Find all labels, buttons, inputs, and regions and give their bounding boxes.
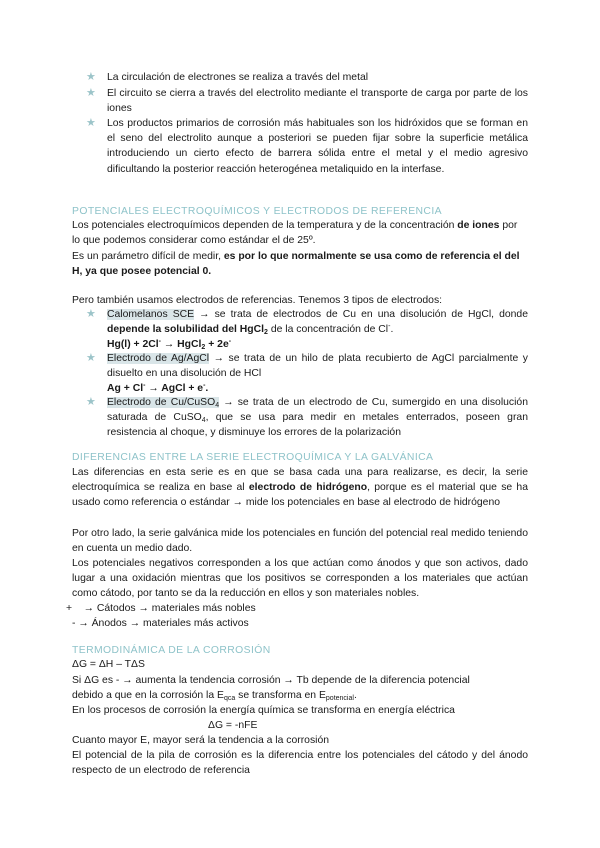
- paragraph: Pero también usamos electrodos de referencias. Tenemos 3 tipos de electrodos:: [72, 295, 443, 306]
- text: Electrodo de Cu/CuSO: [107, 397, 216, 408]
- subscript: potencial: [325, 695, 354, 702]
- text: → se trata de electrodos de Cu en una disolución de HgCl, donde: [194, 309, 528, 320]
- bullet-item: [86, 86, 528, 116]
- star-icon: ★: [86, 117, 96, 129]
- text: Es un parámetro difícil de medir,: [72, 251, 224, 262]
- paragraph: Por otro lado, la serie galvánica mide los potenciales en función del potencial real medido teniendo en cuenta un medio dado.: [72, 528, 528, 555]
- text: .: [205, 383, 209, 395]
- bold-text: de iones: [457, 220, 500, 231]
- text: → AgCl + e: [145, 383, 204, 395]
- section-heading: DIFERENCIAS ENTRE LA SERIE ELECTROQUÍMICA Y LA GALVÁNICA: [72, 452, 434, 463]
- star-icon: ★: [86, 308, 96, 320]
- paragraph: Los potenciales negativos corresponden a los que actúan como ánodos y que son activos, dado lugar a una oxidación mientras que los positivos se corresponden a los materiales que actúan como cátodo, por tanto se da la reducción en ellos y son materiales nobles.: [72, 558, 528, 600]
- text: .: [390, 324, 394, 336]
- bullet-item-ag: [86, 351, 528, 397]
- bold-text: [107, 324, 268, 335]
- paragraph: [72, 218, 528, 248]
- superscript: -: [203, 382, 206, 390]
- electrode-name: Electrodo de Ag/AgCl: [107, 353, 210, 364]
- subscript: 2: [264, 329, 268, 337]
- paragraph: En los procesos de corrosión la energía química se transforma en energía eléctrica: [72, 705, 455, 716]
- bullet-item: [86, 70, 528, 85]
- bullet-text: [107, 395, 528, 441]
- superscript: -: [388, 323, 391, 331]
- paragraph: El potencial de la pila de corrosión es la diferencia entre los potenciales del cátodo y del ánodo respecto de un electrodo de referencia: [72, 750, 528, 777]
- electrode-name: [107, 397, 219, 408]
- bold-text: es por lo que normalmente se usa como de referencia el del H, ya que posee potencial 0.: [72, 251, 520, 278]
- bullet-item-sce: [86, 307, 528, 353]
- text: Los potenciales electroquímicos dependen de la temperatura y de la concentración: [72, 220, 458, 231]
- subscript: qca: [223, 695, 236, 702]
- text: Ag + Cl: [107, 383, 144, 395]
- paragraph: Cuanto mayor E, mayor será la tendencia a la corrosión: [72, 735, 330, 746]
- bullet-text: Los productos primarios de corrosión más habituales son los hidróxidos que se forman en el seno del electrolito aunque a posteriori se pueden fijar sobre la superficie metálica introduciendo un cierto efecto de barrera sólida entre el metal y el medio agresivo dificultando la posterior reacción heterogénea metaliquido en la interfase.: [107, 118, 528, 175]
- text: de la concentración de Cl: [267, 324, 389, 336]
- bullet-text: [107, 351, 528, 397]
- superscript: -: [228, 338, 232, 346]
- subscript: 4: [215, 402, 220, 409]
- bullet-item: [86, 116, 528, 177]
- star-icon: ★: [86, 87, 96, 99]
- paragraph: [72, 465, 528, 511]
- bullet-text: [107, 307, 528, 353]
- text: Hg(l) + 2Cl: [107, 339, 159, 351]
- subscript: 2: [201, 344, 206, 352]
- text: Las diferencias en esta serie es en que se basa cada una para realizarse, es decir, la serie electroquímica se realiza en base al: [72, 467, 528, 494]
- list-item: + → Cátodos → materiales más nobles: [66, 603, 256, 614]
- equation: ΔG = ΔH – TΔS: [72, 659, 145, 670]
- superscript: -: [143, 382, 146, 390]
- star-icon: ★: [86, 352, 96, 364]
- text: → HgCl: [161, 339, 202, 351]
- text: depende la solubilidad del HgCl: [107, 324, 265, 336]
- text: por lo que podemos considerar como estándar el de 25º.: [72, 220, 518, 247]
- paragraph: Si ΔG es - → aumenta la tendencia corrosión → Tb depende de la diferencia potencial: [72, 675, 470, 686]
- star-icon: ★: [86, 396, 96, 408]
- subscript: 4: [201, 417, 206, 425]
- paragraph: [72, 688, 528, 703]
- bullet-text: El circuito se cierra a través del electrolito mediante el transporte de carga por parte de los iones: [107, 88, 528, 115]
- text: , porque es el material que se ha usado como referencia o estándar → mide los potenciales en base al electrodo de hidrógeno: [72, 482, 528, 509]
- text: → se trata de un electrodo de Cu, sumergido en una disolución saturada de CuSO: [107, 397, 528, 424]
- superscript: -: [158, 338, 162, 346]
- star-icon: ★: [86, 71, 96, 83]
- section-heading: TERMODINÁMICA DE LA CORROSIÓN: [72, 645, 271, 656]
- text: debido a que en la corrosión la E: [72, 690, 224, 701]
- bullet-text: La circulación de electrones se realiza a través del metal: [107, 72, 369, 83]
- text: se transforma en E: [235, 690, 326, 701]
- bullet-item-cu: [86, 395, 528, 441]
- text: , que se usa para medir en metales enterrados, poseen gran resistencia al choque, y disminuye los errores de la polarización: [107, 412, 528, 439]
- text: .: [353, 690, 357, 701]
- text: + 2e: [205, 339, 229, 351]
- bold-text: electrodo de hidrógeno: [248, 482, 368, 494]
- section-heading: POTENCIALES ELECTROQUÍMICOS Y ELECTRODOS DE REFERENCIA: [72, 206, 442, 217]
- electrode-name: Calomelanos SCE: [107, 309, 195, 320]
- equation: ΔG = -nFE: [208, 720, 258, 731]
- list-item: - → Ánodos → materiales más activos: [72, 618, 249, 629]
- paragraph: [72, 249, 528, 279]
- text: → se trata de un hilo de plata recubierto de AgCl parcialmente y disuelto en una disolución de HCl: [107, 353, 528, 380]
